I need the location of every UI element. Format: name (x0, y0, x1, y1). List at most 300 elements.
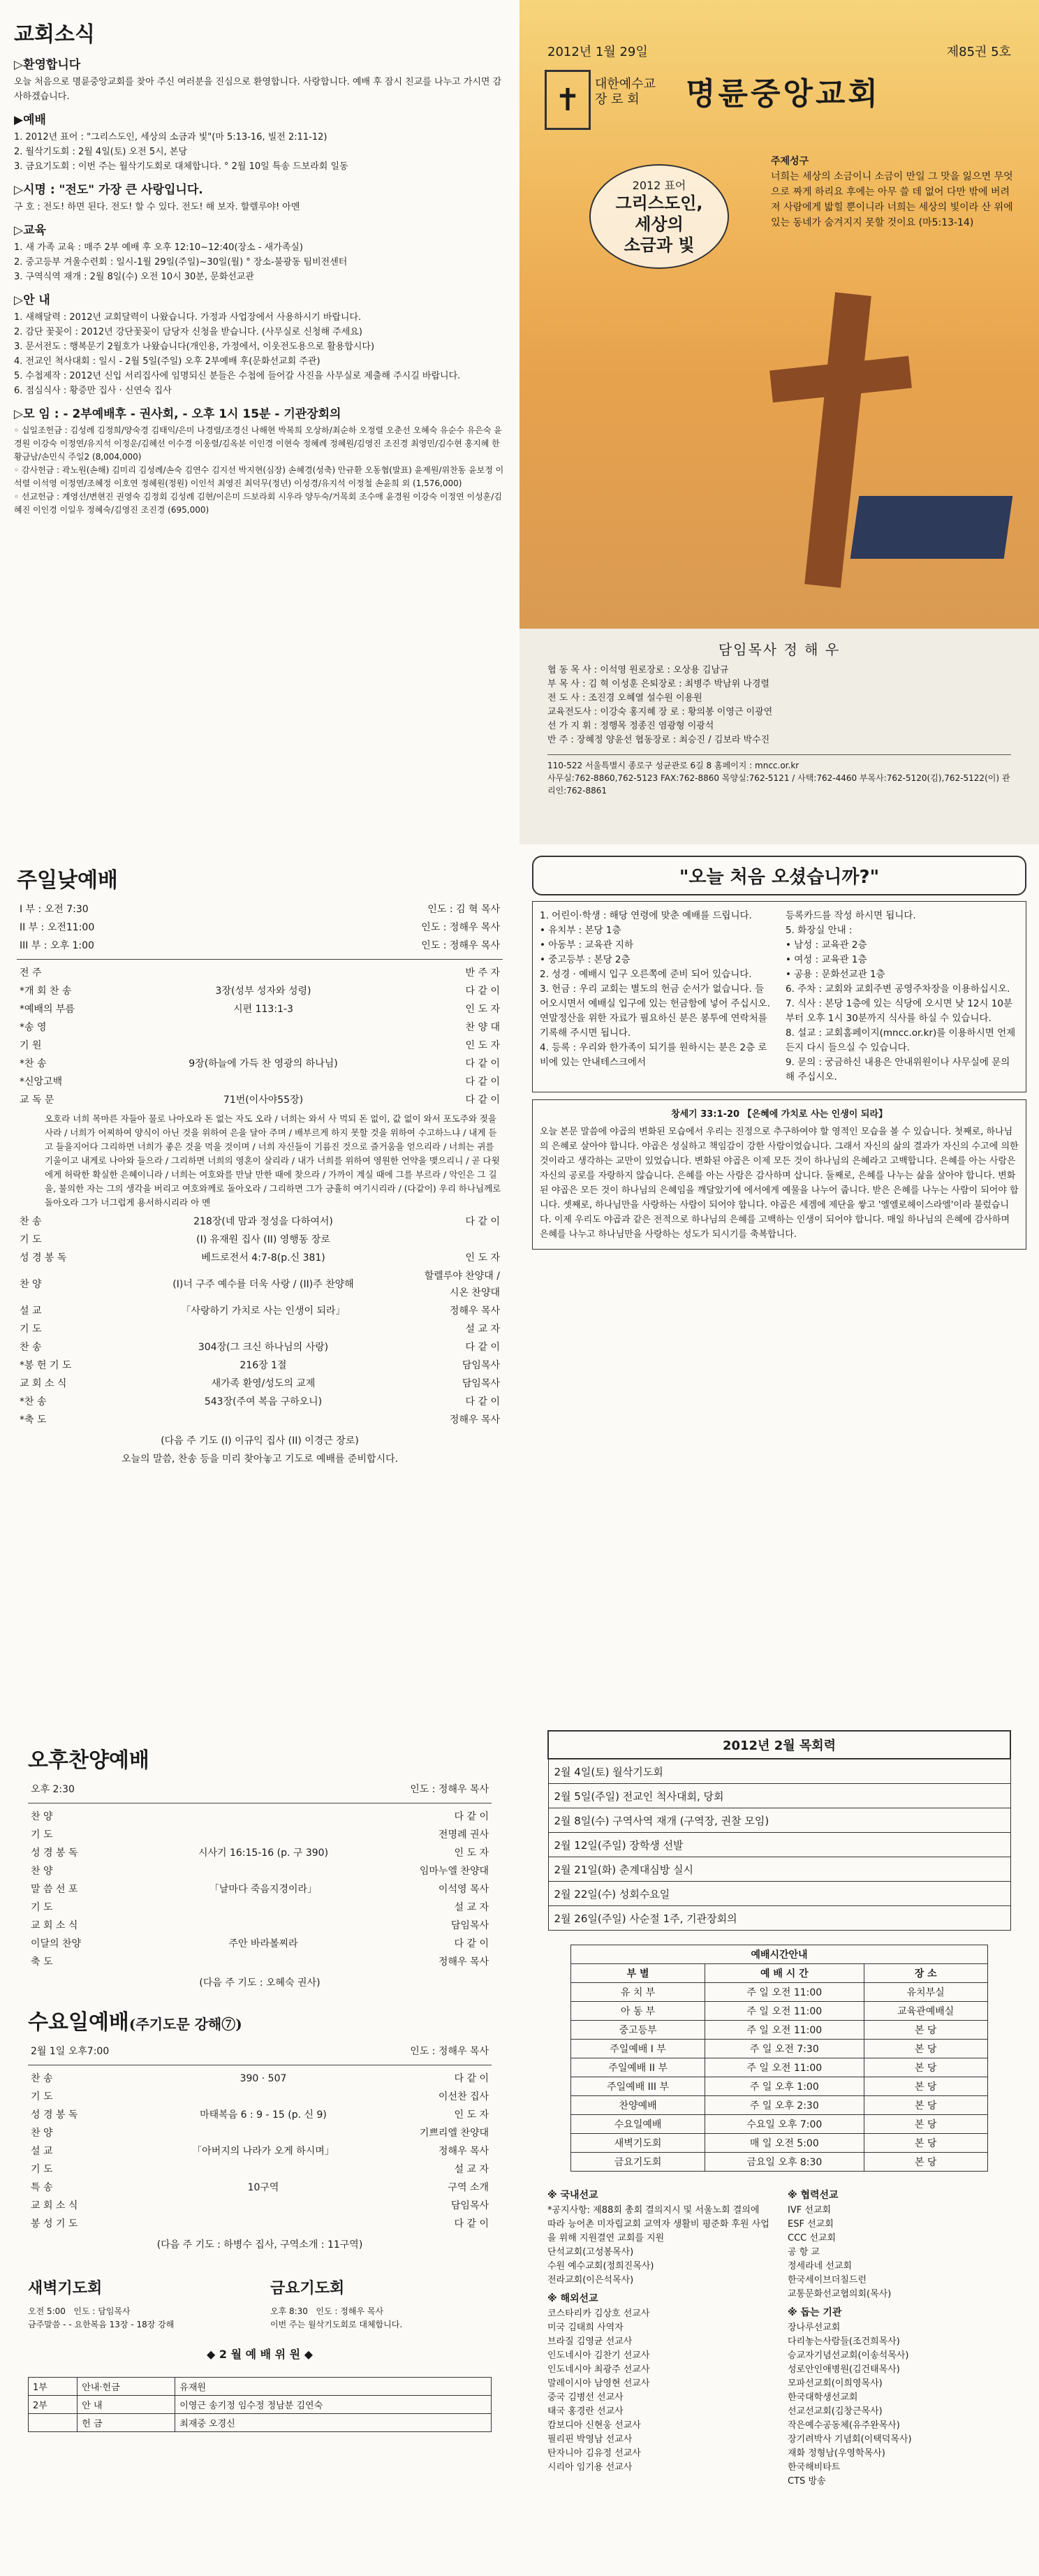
committee-cell: 최재중 오경신 (175, 2414, 492, 2432)
staff-list (547, 643, 1011, 797)
order-item: 성 경 봉 독 (31, 2109, 78, 2121)
worship-time-cell: 교육관예배실 (864, 2002, 987, 2021)
order-row (17, 1055, 503, 1073)
newcomer-item: 8. 설교 : 교회홈페이지(mncc.or.kr)를 이용하시면 언제든지 다시 들으실 수 있습니다. (786, 1027, 1016, 1053)
order-row (28, 2142, 492, 2160)
order-content: 새가족 환영/성도의 교제 (211, 1378, 316, 1389)
news-item: 1. 새해달력 : 2012년 교회달력이 나왔습니다. 가정과 사업장에서 사용하시기 바랍니다. (14, 312, 362, 323)
leader: 인도 : 김 혁 목사 (427, 904, 500, 915)
worship-time-cell: 본 당 (864, 2115, 987, 2134)
order-leader: 찬 양 대 (465, 1022, 500, 1033)
wednesday-order (28, 2070, 492, 2233)
wednesday-title (28, 2005, 492, 2035)
worship-time-row (571, 2021, 988, 2040)
order-row (28, 2215, 492, 2233)
order-leader: 이선찬 집사 (438, 2091, 489, 2102)
newcomer-info (532, 901, 1026, 1092)
dawn-leader: 인도 : 담임목사 (73, 2306, 131, 2316)
guide-heading: ▷안 내 (14, 293, 50, 307)
news-item: 1. 2012년 표어 : "그리스도인, 세상의 소금과 빛"(마 5:13-16, 빌전 2:11-12) (14, 132, 327, 142)
order-content (106, 964, 420, 982)
order-item: 기 도 (31, 2164, 53, 2175)
mission-item: 장나루선교회 (788, 2322, 841, 2333)
order-row (17, 964, 503, 982)
dawn-friday-section (28, 2272, 492, 2332)
order-content: 시사기 16:15-16 (p. 구 390) (198, 1847, 329, 1859)
news-item: 2. 월삭기도회 : 2월 4일(토) 오전 5시, 본당 (14, 147, 188, 157)
order-leader: 다 같 이 (465, 1342, 500, 1353)
bulletin-date: 2012년 1월 29일 (547, 45, 648, 59)
order-item: 이달의 찬양 (31, 1938, 82, 1949)
order-row (28, 1917, 492, 1935)
order-row (17, 1375, 503, 1393)
calendar-item: 2월 4일(토) 월삭기도회 (548, 1759, 1010, 1784)
news-item: 3. 문서전도 : 행복문기 2월호가 나왔습니다(개인용, 가정에서, 이웃전도용으로 활용합시다) (14, 342, 375, 352)
committee-cell: 헌 금 (78, 2414, 175, 2432)
calendar-row (548, 1759, 1010, 1784)
news-item: 3. 구역식역 재개 : 2월 8일(수) 오전 10시 30분, 문화선교관 (14, 272, 254, 282)
theme-text: 너희는 세상의 소금이니 소금이 만일 그 맛을 잃으면 무엇으로 짜게 하리요 후에는 아무 쓸 데 없어 다만 밖에 버려져 사람에게 밟힐 뿐이니라 너희는 세상의 빛이라 산 위에 있는 동네가 숨겨지지 못할 것이요 (마5:13-14) (771, 171, 1013, 228)
help-heading: ※ 돕는 기관 (788, 2307, 842, 2318)
order-leader: 설 교 자 (454, 1902, 489, 1913)
motto-text: 그리스도인, 세상의 소금과 빛 (615, 193, 703, 255)
order-item: 찬 양 (31, 2128, 53, 2139)
order-row (17, 1393, 503, 1411)
order-row (28, 2088, 492, 2106)
order-row (28, 1808, 492, 1826)
sunday-title: 주일낮예배 (17, 868, 118, 893)
worship-time-row (571, 2058, 988, 2077)
afternoon-title: 오후찬양예배 (28, 1748, 149, 1773)
order-row (28, 2124, 492, 2142)
staff-row: 전 도 사 : 조진경 오혜열 설수원 이용원 (547, 693, 702, 703)
coop-heading: ※ 협력선교 (788, 2190, 839, 2201)
newcomer-item: 9. 문의 : 궁금하신 내용은 안내위원이나 사무실에 문의해 주십시오. (786, 1057, 1010, 1083)
newcomer-item: 4. 등록 : 우리와 한가족이 되기를 원하시는 분은 2층 로비에 있는 안내테스크에서 (540, 1042, 767, 1068)
next-prayer: (다음 주 기도 : 하병수 집사, 구역소개 : 11구역) (156, 2239, 363, 2251)
worship-time-row (571, 2134, 988, 2153)
order-item: 기 도 (31, 1902, 53, 1913)
order-item: 기 도 (31, 2091, 53, 2102)
calendar-row (548, 1808, 1010, 1833)
order-content: 마태복음 6 : 9 - 15 (p. 신 9) (200, 2109, 327, 2121)
order-item: 특 송 (31, 2182, 53, 2193)
next-prayer: (다음 주 기도 : 오혜숙 권사) (199, 1977, 320, 1989)
order-content: 304장(그 크신 하나님의 사랑) (198, 1342, 329, 1353)
motto-badge (589, 164, 729, 269)
order-leader: 설 교 자 (465, 1324, 500, 1335)
mission-item: 탄자니아 김유정 선교사 (547, 2448, 641, 2459)
order-item: 기 도 (20, 1234, 42, 1245)
order-leader: 다 같 이 (465, 1216, 500, 1227)
newcomer-item: 6. 주차 : 교회와 교회주변 공영주차장을 이용하십시오. (786, 983, 1010, 995)
order-content: (I)너 구주 예수를 더욱 사랑 / (II)주 찬양해 (172, 1279, 354, 1290)
order-leader: 전명례 권사 (438, 1829, 489, 1840)
mission-item: 인도네시아 김찬기 선교사 (547, 2350, 650, 2361)
order-row (28, 1826, 492, 1844)
calendar-item: 2월 21일(화) 춘계대심방 실시 (548, 1857, 1010, 1882)
staff-row: 반 주 : 장혜정 양윤선 협동장로 : 최승진 / 김보라 박수진 (547, 735, 770, 745)
order-content (117, 2124, 409, 2142)
committee-title: ◆ 2 월 예 배 위 원 ◆ (206, 2348, 313, 2361)
order-row (17, 1267, 503, 1302)
worship-time-title: 예배시간안내 (571, 1945, 988, 1964)
mission-item: 다리놓는사람들(조건희목사) (788, 2336, 900, 2347)
order-leader: 정해우 목사 (438, 1956, 489, 1968)
worship-time-row (571, 2040, 988, 2058)
meeting-heading: ▷모 임 : - 2부예배후 - 권사회, - 오후 1시 15분 - 기관장회의 (14, 407, 341, 421)
order-row (28, 1935, 492, 1953)
mission-item: 인도네시아 최광주 선교사 (547, 2364, 650, 2375)
order-item: 기 도 (20, 1324, 42, 1335)
order-row (17, 1213, 503, 1231)
worship-time-cell: 수요일 오후 7:00 (705, 2115, 864, 2134)
order-leader: 정해우 목사 (449, 1414, 500, 1426)
order-row (28, 1953, 492, 1971)
theme-verse (771, 154, 1015, 230)
order-leader: 담임목사 (462, 1378, 500, 1389)
mission-item: 한국해비타트 (788, 2462, 841, 2473)
wednesday-subtitle: (주기도문 강해⑦) (128, 2016, 242, 2033)
order-item: 말 씀 선 포 (31, 1884, 78, 1895)
address-line: 110-522 서울특별시 종로구 성균관로 6길 8 홈페이지 : mncc.or.kr (547, 761, 799, 770)
mission-item: 중국 김병선 선교사 (547, 2392, 624, 2403)
order-row (17, 1249, 503, 1267)
order-row (28, 1898, 492, 1917)
mission-item: 한국대학생선교회 (788, 2392, 858, 2403)
friday-leader: 인도 : 정해우 목사 (316, 2306, 384, 2316)
motto-year: 2012 표어 (632, 179, 686, 192)
worship-committee (28, 2377, 492, 2432)
denomination: 대한예수교 장 로 회 (595, 77, 656, 107)
newcomer-item: • 여성 : 교육관 1층 (786, 954, 867, 965)
order-of-worship (17, 964, 503, 1109)
wednesday-title-text: 수요일예배 (28, 2010, 129, 2035)
dawn-title: 새벽기도회 (28, 2279, 103, 2297)
newcomer-title: "오늘 처음 오셨습니까?" (532, 856, 1026, 895)
order-content: 390 · 507 (240, 2073, 287, 2084)
worship-time-cell: 주 일 오전 11:00 (705, 2021, 864, 2040)
news-item: 2. 중고등부 겨울수련회 : 일시-1월 29일(주일)~30일(월) ° 장소-불광동 팀비전센터 (14, 257, 348, 268)
welcome-text: 오늘 처음으로 명륜중앙교회를 찾아 주신 여러분을 진심으로 환영합니다. 사랑합니다. 예배 후 잠시 친교를 나누고 가시면 감사하겠습니다. (14, 77, 502, 102)
order-content (106, 1411, 420, 1429)
order-item: 설 교 (31, 2146, 53, 2157)
worship-time-cell: 본 당 (864, 2021, 987, 2040)
order-item: 찬 양 (31, 1811, 53, 1822)
worship-time-cell: 중고등부 (571, 2021, 705, 2040)
newcomer-item: 등록카드를 작성 하시면 됩니다. (786, 910, 916, 921)
leader: 인도 : 정해우 목사 (410, 1784, 489, 1795)
order-content: 시편 113:1-3 (233, 1004, 293, 1015)
order-content: 543장(주여 복음 구하오니) (204, 1396, 323, 1407)
mission-item: 작은예수공동체(유주완목사) (788, 2420, 900, 2431)
newcomer-item: 2. 성경 · 예배시 입구 오른쪽에 준비 되어 있습니다. (540, 969, 752, 980)
order-leader: 설 교 자 (454, 2164, 489, 2175)
mission-item: 브라질 김영균 선교사 (547, 2336, 633, 2347)
mission-item: CCC 선교회 (788, 2233, 837, 2244)
senior-pastor: 담임목사 정 해 우 (718, 641, 841, 658)
order-content: 10구역 (247, 2182, 279, 2193)
order-content (106, 1018, 420, 1037)
worship-time-cell: 본 당 (864, 2096, 987, 2115)
order-row (17, 1411, 503, 1429)
order-item: *개 회 찬 송 (20, 986, 72, 997)
order-content: 베드로전서 4:7-8(p.신 381) (201, 1252, 325, 1264)
newcomer-item: 5. 화장실 안내 : (786, 925, 853, 936)
mission-item: 말레이시아 남영현 선교사 (547, 2378, 650, 2389)
sermon-title: 창세기 33:1-20 【은혜에 가치로 사는 인생이 되라】 (671, 1109, 887, 1120)
newcomer-item: 3. 헌금 : 우리 교회는 별도의 헌금 순서가 없습니다. 들어오시면서 예배실 입구에 있는 헌금함에 넣어 주십시오. 연말정산을 위한 자료가 필요하신 분은 봉투에 연락처를 기록해 주시면 됩니다. (540, 983, 770, 1039)
dawn-note: 금주말씀 - - 요한복음 13장 - 18장 강해 (28, 2320, 175, 2329)
worship-time-row (571, 2077, 988, 2096)
mission-item: CTS 방송 (788, 2476, 826, 2487)
calendar-row (548, 1906, 1010, 1931)
order-leader: 다 같 이 (465, 1058, 500, 1069)
mission-item: 단석교회(고성봉목사) (547, 2247, 634, 2257)
order-item: 교 회 소 식 (31, 2200, 78, 2211)
worship-time-row (571, 2096, 988, 2115)
mission-item: 전라교회(이은석목사) (547, 2275, 634, 2285)
worship-time-cell: 주 일 오전 7:30 (705, 2040, 864, 2058)
order-leader: 이석영 목사 (438, 1884, 489, 1895)
worship-time-cell: 유 치 부 (571, 1983, 705, 2002)
mission-item: 미국 김태희 사역자 (547, 2322, 624, 2333)
worship-time-cell: 매 일 오전 5:00 (705, 2134, 864, 2153)
order-leader: 다 같 이 (465, 986, 500, 997)
calendar-item: 2월 5일(주일) 전교인 척사대회, 당회 (548, 1784, 1010, 1808)
order-content (117, 1826, 409, 1844)
calendar-title: 2012년 2월 목회력 (548, 1731, 1010, 1759)
order-item: *찬 송 (20, 1058, 47, 1069)
sunday-worship-panel (0, 844, 520, 1711)
newcomer-item: • 남성 : 교육관 2층 (786, 939, 867, 951)
order-leader: 인 도 자 (465, 1252, 500, 1264)
order-content (117, 2160, 409, 2179)
order-leader: 다 같 이 (465, 1076, 500, 1088)
news-item: 3. 금요기도회 : 이번 주는 월삭기도회로 대체합니다. ° 2월 10일 특송 드보라회 일동 (14, 161, 348, 172)
worship-time-cell: 새벽기도회 (571, 2134, 705, 2153)
committee-row (29, 2396, 492, 2414)
worship-time-cell: 주일예배 I 부 (571, 2040, 705, 2058)
time: III 부 : 오후 1:00 (20, 940, 94, 951)
order-leader: 담임목사 (450, 2200, 489, 2211)
order-leader: 정해우 목사 (438, 2146, 489, 2157)
theme-title: 주제성구 (771, 156, 809, 167)
mission-item: ESF 선교회 (788, 2219, 834, 2230)
calendar-item: 2월 22일(수) 성회수요일 (548, 1882, 1010, 1906)
sermon-summary (532, 1099, 1026, 1250)
domestic-heading: ※ 국내선교 (547, 2190, 598, 2201)
education-heading: ▷교육 (14, 224, 46, 237)
order-leader: 반 주 자 (465, 967, 500, 979)
committee-row (29, 2378, 492, 2396)
order-leader: 구역 소개 (448, 2182, 489, 2193)
newcomer-item: • 유치부 : 본당 1층 (540, 925, 621, 936)
schedule-panel (520, 1711, 1039, 2576)
order-leader (420, 1231, 503, 1249)
order-item: 교 회 소 식 (20, 1378, 67, 1389)
order-content: 3장(성부 성자와 성령) (215, 986, 311, 997)
order-row (28, 1880, 492, 1898)
newcomer-item: • 중고등부 : 본당 2층 (540, 954, 631, 965)
mission-left (547, 2184, 771, 2489)
order-of-worship-2 (17, 1213, 503, 1429)
order-leader: 할렐루야 찬양대 / 시온 찬양대 (424, 1271, 500, 1298)
worship-time-table (570, 1945, 988, 2172)
order-item: *찬 송 (20, 1396, 47, 1407)
order-item: *예배의 부름 (20, 1004, 75, 1015)
order-row (28, 2070, 492, 2088)
staff-row: 협 동 목 사 : 이석영 원로장로 : 오상용 김남규 (547, 665, 729, 675)
order-content (117, 2215, 409, 2233)
issue-number: 제85권 5호 (946, 45, 1011, 59)
worship-time-cell: 금요기도회 (571, 2153, 705, 2172)
order-row (17, 1018, 503, 1037)
church-news-panel (0, 0, 520, 844)
worship-time-cell: 주 일 오전 11:00 (705, 2002, 864, 2021)
order-item: *봉 헌 기 도 (20, 1360, 72, 1371)
order-row (28, 2197, 492, 2215)
mission-item: 재화 정형남(우영학목사) (788, 2448, 885, 2459)
order-content (117, 2197, 409, 2215)
order-item: 기 원 (20, 1040, 42, 1051)
staff-row: 선 가 지 휘 : 정행목 정종진 염광형 이광석 (547, 721, 714, 731)
time: I 부 : 오전 7:30 (20, 904, 89, 915)
order-item: 교 독 문 (20, 1095, 54, 1106)
order-row (17, 1073, 503, 1091)
order-leader: 담임목사 (450, 1920, 489, 1931)
order-leader: 인 도 자 (465, 1004, 500, 1015)
order-item: 교 회 소 식 (31, 1920, 78, 1931)
wednesday-header (28, 2042, 492, 2061)
news-item: 4. 전교인 척사대회 : 일시 - 2월 5일(주일) 오후 2부예배 후(문화선교회 주관) (14, 356, 320, 367)
worship-time-cell: 본 당 (864, 2040, 987, 2058)
order-row (17, 1356, 503, 1375)
staff-row: 교육전도사 : 이강숙 홍지혜 장 로 : 황의봉 이영근 이광연 (547, 707, 773, 717)
col-header: 부 별 (571, 1964, 705, 1983)
committee-cell: 이영근 송기정 임수정 정남분 김연숙 (175, 2396, 492, 2414)
order-row (17, 1091, 503, 1109)
mission-item: 필리핀 박영남 선교사 (547, 2434, 633, 2445)
order-content: 「사랑하기 가치로 사는 인생이 되라」 (181, 1305, 346, 1317)
leader: 인도 : 정해우 목사 (421, 940, 500, 951)
newcomer-item: 1. 어린이·학생 : 해당 연령에 맞춘 예배를 드립니다. (540, 910, 752, 921)
order-content: 71번(이사야55장) (223, 1095, 304, 1106)
newcomer-item: • 아동부 : 교육관 지하 (540, 939, 634, 951)
mission-item: 공 항 교 (788, 2247, 820, 2257)
order-row (28, 2179, 492, 2197)
order-row (28, 2160, 492, 2179)
worship-time-cell: 주 일 오후 2:30 (705, 2096, 864, 2115)
order-content: 216장 1절 (240, 1360, 287, 1371)
order-content: (I) 유재원 집사 (II) 영행동 장로 (196, 1234, 330, 1245)
worship-time-row (571, 2115, 988, 2134)
order-leader: 다 같 이 (454, 1811, 489, 1822)
friday-service (270, 2272, 492, 2332)
news-item: 5. 수첩제작 : 2012년 신입 서리집사에 임명되신 분들은 수첩에 들어갈 사진을 사무실로 제출해 주시길 바랍니다. (14, 371, 461, 381)
committee-cell: 유재원 (175, 2378, 492, 2396)
order-item: 찬 양 (31, 1866, 53, 1877)
order-content (117, 1898, 409, 1917)
mission-item: 캄보디아 신현웅 선교사 (547, 2420, 641, 2431)
worship-heading: ▶예배 (14, 113, 46, 127)
order-content (117, 1862, 409, 1880)
order-row (17, 1231, 503, 1249)
mission-item: 성로안인애병원(김건태목사) (788, 2364, 900, 2375)
worship-time-cell: 아 동 부 (571, 2002, 705, 2021)
welcome-heading: ▷환영합니다 (14, 58, 81, 72)
order-item: 찬 송 (20, 1342, 42, 1353)
order-content: 218장(네 맘과 정성을 다하여서) (193, 1216, 333, 1227)
worship-time-cell: 찬양예배 (571, 2096, 705, 2115)
offering-item: ◦ 감사헌금 : 곽노원(손해) 김미리 김성례/손숙 김연수 김지선 박지현(심장) 손혜경(성축) 안규환 오동협(발표) 윤제원/위찬동 윤보정 이석렬 이석영 이정연/조혜정 이호연 정혜원(정원) 이인석 최영진 최덕무(정년) 이성경/유지석 이정철 손윤희 외 (1,576,000) (14, 465, 504, 488)
committee-cell (29, 2414, 78, 2432)
mission-section (547, 2184, 1011, 2489)
friday-title: 금요기도회 (270, 2279, 345, 2297)
news-item: 6. 점심식사 : 황증만 집사 · 신연숙 집사 (14, 386, 172, 396)
order-leader: 기쁘리엘 찬양대 (419, 2128, 489, 2139)
order-content: 「아버지의 나라가 오게 하시며」 (192, 2146, 334, 2157)
responsive-reading: 오호라 너희 목마른 자들아 물로 나아오라 돈 없는 자도 오라 / 너희는 와서 사 먹되 돈 없이, 값 없이 와서 포도주와 젖을 사라 / 너희가 어찌하여 양식이 아닌 것을 위하여 은을 달아 주며 / 배부르게 하지 못할 것을 위하여 수고하느냐 / 내게 듣고 들을지어다 그리하면 너희가 좋은 것을 먹을 것이며 / 너희 자신들이 기름진 것으로 즐거움을 얻으리라 / 너희는 귀를 기울이고 내게로 나아와 들으라 / 그리하면 너희의 영혼이 살리라 / 내가 너희를 위하여 영원한 언약을 맺으리니 / 곧 다윗에게 허락한 확실한 은혜이니라 / 너희는 여호와를 만날 만한 때에 찾으라 / 가까이 계실 때에 그를 부르라 / 악인은 그 길을, 불의한 자는 그의 생각을 버리고 여호와께로 돌아오라 / 그리하면 그가 긍휼히 여기시리라 / (다같이) 우리 하나님께로 돌아오라 그가 너그럽게 용서하시리라 아 멘 (45, 1113, 501, 1208)
mission-item: 장기려박사 기념회(이택덕목사) (788, 2434, 912, 2445)
order-row (17, 1320, 503, 1338)
order-content: 9장(하늘에 가득 찬 영광의 하나님) (189, 1058, 338, 1069)
mission-item: 한국세이브더칠드런 (788, 2275, 867, 2285)
calendar-row (548, 1784, 1010, 1808)
committee-row (29, 2414, 492, 2432)
worship-time-cell: 주일예배 II 부 (571, 2058, 705, 2077)
mission-item: 교통문화선교협의회(목사) (788, 2289, 892, 2299)
order-content (117, 1917, 409, 1935)
worship-time-row (571, 1983, 988, 2002)
order-content: 「날마다 죽음지경이라」 (209, 1884, 318, 1895)
col-header: 장 소 (864, 1964, 987, 1983)
newcomer-left (540, 909, 773, 1085)
dawn-service (28, 2272, 249, 2332)
worship-time-cell: 유치부실 (864, 1983, 987, 2002)
afternoon-order (28, 1808, 492, 1971)
next-prayer: (다음 주 기도 (I) 이규익 집사 (II) 이경근 장로) (161, 1435, 359, 1447)
calendar-row (548, 1833, 1010, 1857)
friday-note: 이번 주는 월삭기도회로 대체합니다. (270, 2320, 403, 2329)
order-leader: 정해우 목사 (449, 1305, 500, 1317)
order-item: 축 도 (31, 1956, 53, 1968)
order-item: 기 도 (31, 1829, 53, 1840)
order-leader: 인 도 자 (454, 1847, 489, 1859)
committee-cell: 2부 (29, 2396, 78, 2414)
cover-panel (520, 0, 1039, 844)
dawn-time: 오전 5:00 (28, 2306, 66, 2316)
calendar-row (548, 1882, 1010, 1906)
order-content: 주안 바라볼찌라 (228, 1938, 298, 1949)
order-content (106, 1320, 420, 1338)
worship-time-cell: 본 당 (864, 2077, 987, 2096)
order-item: *축 도 (20, 1414, 47, 1426)
worship-time-cell: 본 당 (864, 2058, 987, 2077)
time: 오후 2:30 (31, 1784, 75, 1795)
overseas-heading: ※ 해외선교 (547, 2293, 598, 2304)
mission-right (788, 2184, 1011, 2489)
order-row (17, 1302, 503, 1320)
church-logo: ✝ (545, 70, 591, 130)
worship-time-row (571, 2153, 988, 2172)
newcomer-item: • 공용 : 문화선교관 1층 (786, 969, 885, 980)
order-leader: 다 같 이 (454, 1938, 489, 1949)
leader: 인도 : 정해우 목사 (410, 2046, 489, 2057)
slogan-line: 구 호 : 전도! 하면 된다. 전도! 할 수 있다. 전도! 해 보자. 할렐루야! 아멘 (14, 202, 300, 212)
worship-time-cell: 주일예배 III 부 (571, 2077, 705, 2096)
order-row (17, 1037, 503, 1055)
